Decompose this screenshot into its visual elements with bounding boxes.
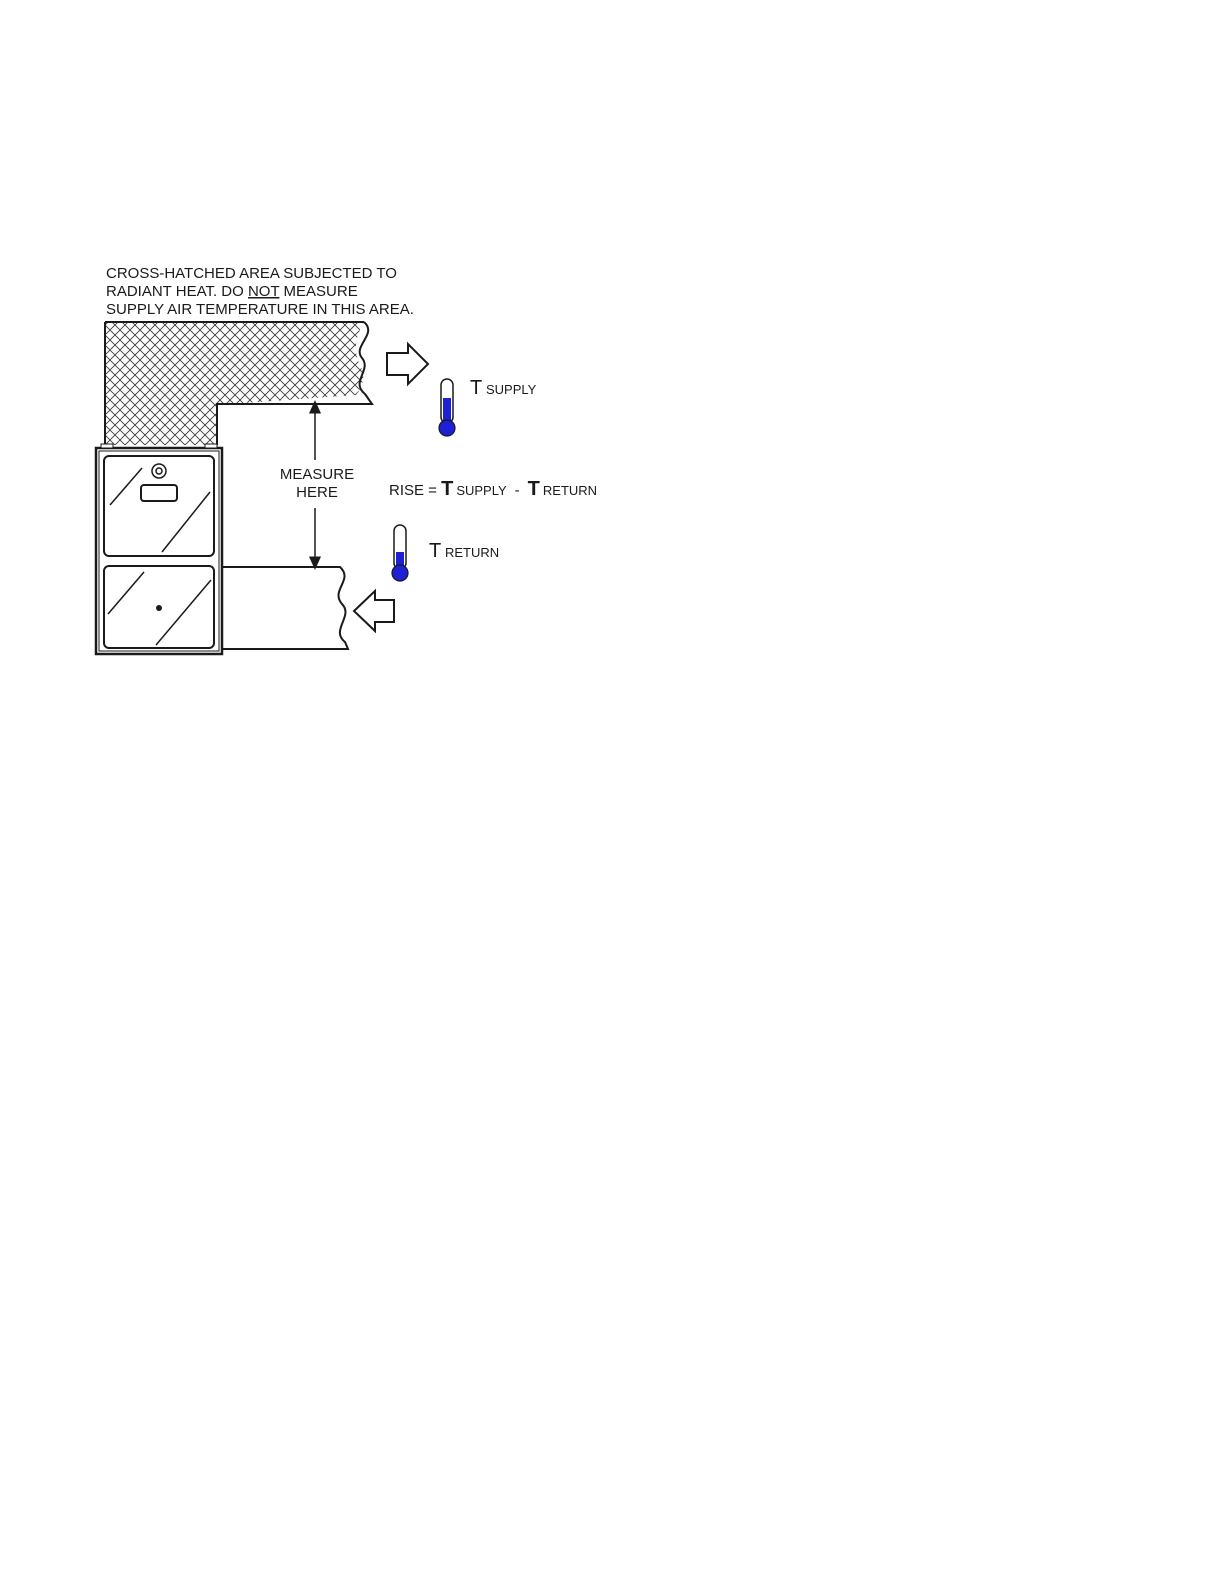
return-t: T [429,540,442,562]
note-line-1: CROSS-HATCHED AREA SUBJECTED TO [106,265,397,282]
note-line-2-before: RADIANT HEAT. DO [106,283,248,300]
supply-thermometer-icon [439,379,455,436]
upper-door [104,456,214,556]
supply-t: T [470,377,483,399]
note-line-2 [106,283,358,300]
note-emphasis: NOT [247,283,280,300]
rise-formula [389,478,597,500]
supply-temperature-label [470,377,537,399]
furnace-cabinet [96,444,222,654]
formula-sub2: RETURN [542,483,598,498]
supply-airflow-arrow [387,344,428,384]
door-handle [141,485,177,501]
return-thermometer-icon [392,525,408,581]
measure-label-line-1: MEASURE [279,466,355,483]
return-duct [222,567,348,649]
formula-prefix: RISE = [389,482,442,499]
formula-sub1: SUPPLY [456,483,507,498]
formula-text [389,478,597,500]
radiant-heat-note [106,265,414,318]
door-latch-dot [156,605,162,611]
formula-t1: T [441,478,454,500]
measure-label-line-2: HERE [296,484,338,501]
note-line-3: SUPPLY AIR TEMPERATURE IN THIS AREA. [106,301,414,318]
measure-dimension [280,406,354,564]
formula-t2: T [527,478,540,500]
supply-sub: SUPPLY [486,382,537,397]
return-sub: RETURN [445,545,500,560]
return-airflow-arrow [354,591,394,631]
lower-door [104,566,214,648]
cross-hatched-area [105,322,364,445]
return-temperature-label [429,540,499,562]
formula-minus: - [514,482,520,499]
note-line-2-after: MEASURE [279,283,358,300]
